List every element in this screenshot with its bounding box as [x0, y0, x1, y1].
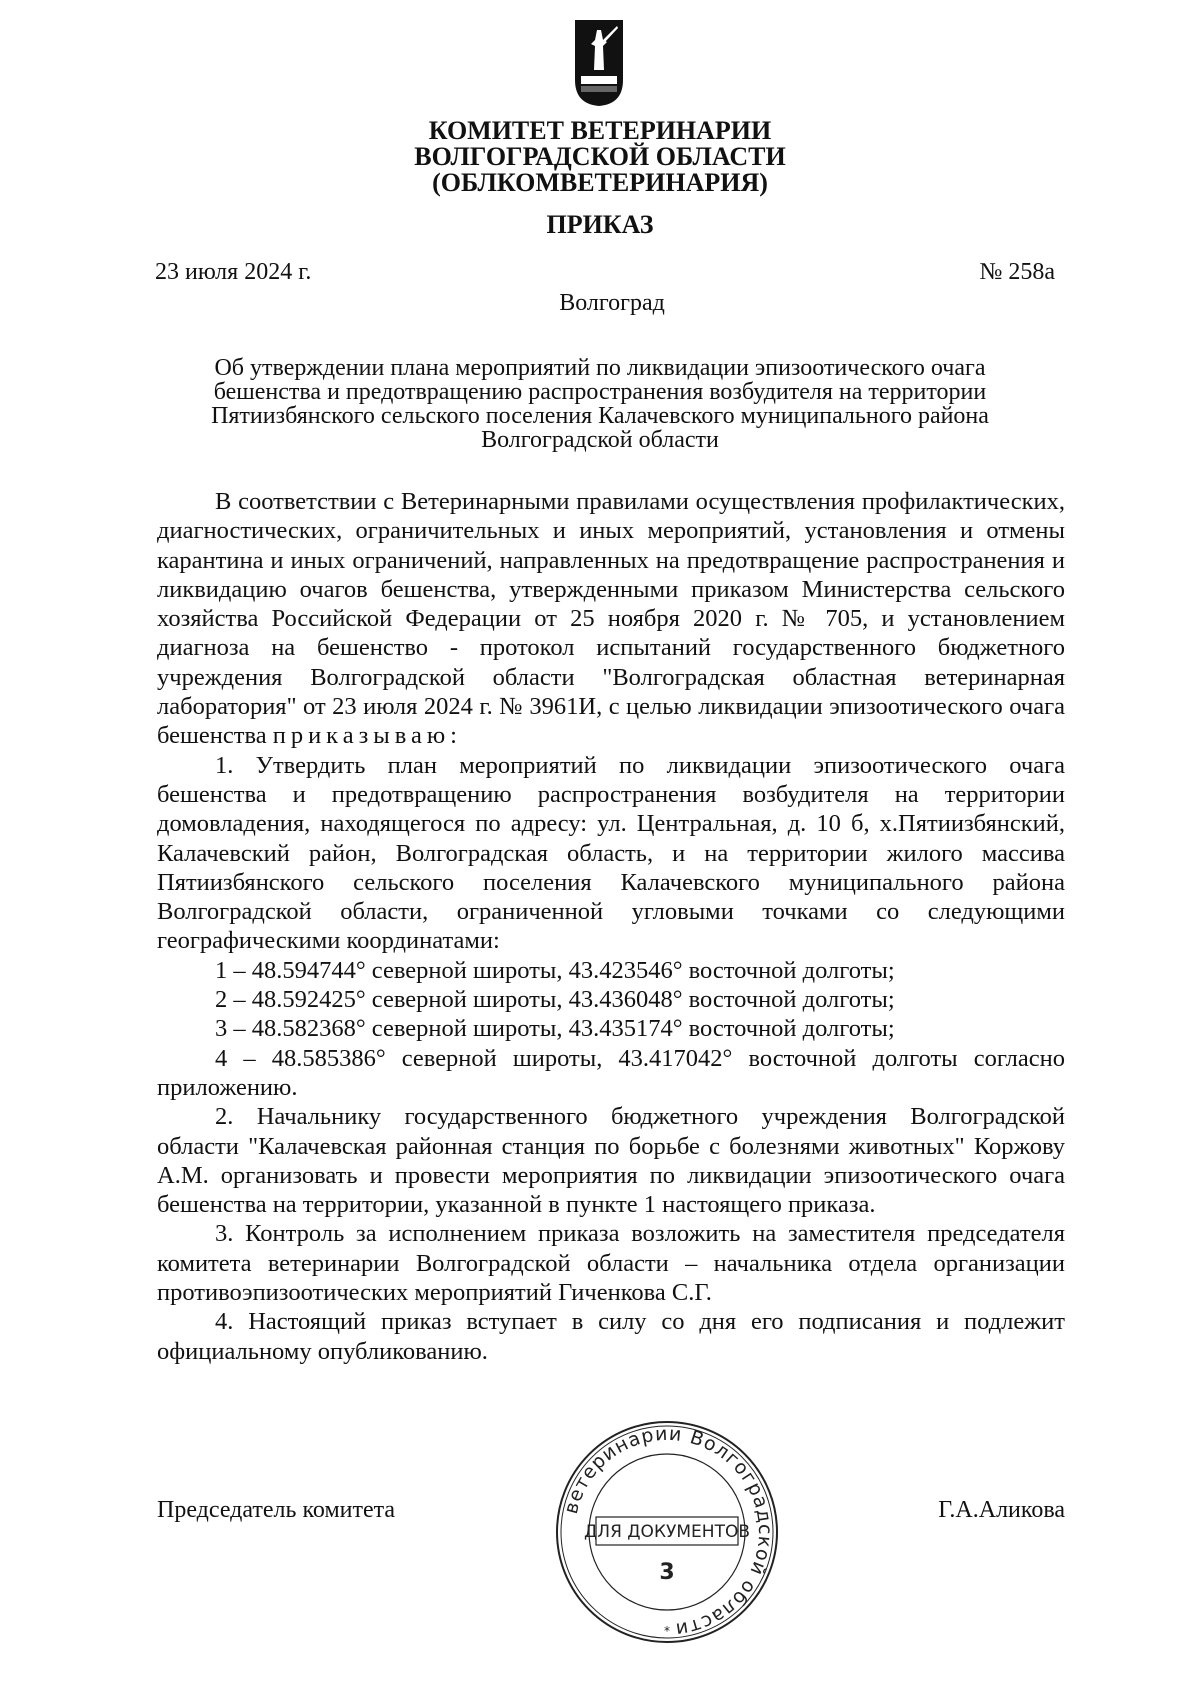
- signatory-position: Председатель комитета: [157, 1497, 396, 1523]
- signatory-name: Г.А.Аликова: [938, 1497, 1065, 1523]
- organization-header: [0, 118, 1200, 196]
- order-subject: [150, 356, 1050, 452]
- coordinate-line: 2 – 48.592425° северной широты, 43.436048° восточной долготы;: [215, 986, 895, 1014]
- header-line-1: КОМИТЕТ ВЕТЕРИНАРИИ: [428, 116, 772, 145]
- header-line-2: ВОЛГОГРАДСКОЙ ОБЛАСТИ: [414, 142, 786, 171]
- seal-number: 3: [659, 1560, 675, 1585]
- preamble-paragraph: [157, 487, 1065, 751]
- preamble-text: В соответствии с Ветеринарными правилами осуществления профилактических, диагностических, ограничительных и иных мероприятий, установления и отмены карантина и иных ограничений, направленных на предотвращение распространения и ликвидацию очагов бешенства, утвержденными приказом Министерства сельского хозяйства Российской Федерации от 25 ноября 2020 г. № 705, и установлением диагноза на бешенство - протокол испытаний государственного бюджетного учреждения Волгоградской области "Волгоградская областная ветеринарная лаборатория" от 23 июля 2024 г. № 3961И, с целью ликвидации эпизоотического очага бешенства: [157, 488, 1065, 750]
- seal-ring-text: ветеринарии Волгоградской области: [559, 1422, 777, 1641]
- order-date: 23 июля 2024 г.: [155, 259, 312, 285]
- order-number: № 258а: [979, 259, 1055, 285]
- order-body: [157, 487, 1065, 1366]
- item-3: 3. Контроль за исполнением приказа возложить на заместителя председателя комитета ветеринарии Волгоградской области – начальника отдела организации противоэпизоотических мероприятий Гиченкова С.Г.: [157, 1220, 1065, 1307]
- order-title: ПРИКАЗ: [546, 210, 654, 239]
- subject-line: бешенства и предотвращению распространения возбудителя на территории: [213, 379, 987, 405]
- coordinate-line: 1 – 48.594744° северной широты, 43.423546° восточной долготы;: [215, 956, 895, 984]
- seal-center-text: ДЛЯ ДОКУМЕНТОВ: [584, 1522, 750, 1542]
- item-4: 4. Настоящий приказ вступает в силу со дня его подписания и подлежит официальному опубликованию.: [157, 1308, 1065, 1365]
- coordinate-line: 3 – 48.582368° северной широты, 43.435174° восточной долготы;: [215, 1015, 895, 1043]
- header-line-3: (ОБЛКОМВЕТЕРИНАРИЯ): [432, 168, 768, 197]
- subject-line: Об утверждении плана мероприятий по ликвидации эпизоотического очага: [214, 355, 986, 381]
- subject-line: Волгоградской области: [481, 427, 719, 453]
- coordinate-line: 4 – 48.585386° северной широты, 43.417042° восточной долготы согласно приложению.: [157, 1044, 1065, 1101]
- order-city: Волгоград: [559, 290, 665, 316]
- subject-line: Пятиизбянского сельского поселения Калачевского муниципального района: [211, 403, 989, 429]
- official-seal-stamp: [552, 1417, 782, 1647]
- svg-text:*: *: [664, 1624, 670, 1638]
- item-2: 2. Начальнику государственного бюджетного учреждения Волгоградской области "Калачевская районная станция по борьбе с болезнями животных" Коржову А.М. организовать и провести мероприятия по ликвидации эпизоотического очага бешенства на территории, указанной в пункте 1 настоящего приказа.: [157, 1103, 1065, 1219]
- preamble-action: приказываю:: [272, 722, 462, 750]
- item-1: 1. Утвердить план мероприятий по ликвидации эпизоотического очага бешенства и предотвращению распространения возбудителя на территории домовладения, находящегося по адресу: ул. Центральная, д. 10 б, х.Пятиизбянский, Калачевский район, Волгоградская область, и на территории жилого массива Пятиизбянского сельского поселения Калачевского муниципального района Волгоградской области, ограниченной угловыми точками со следующими географическими координатами:: [157, 751, 1065, 955]
- coat-of-arms-emblem: [573, 18, 625, 108]
